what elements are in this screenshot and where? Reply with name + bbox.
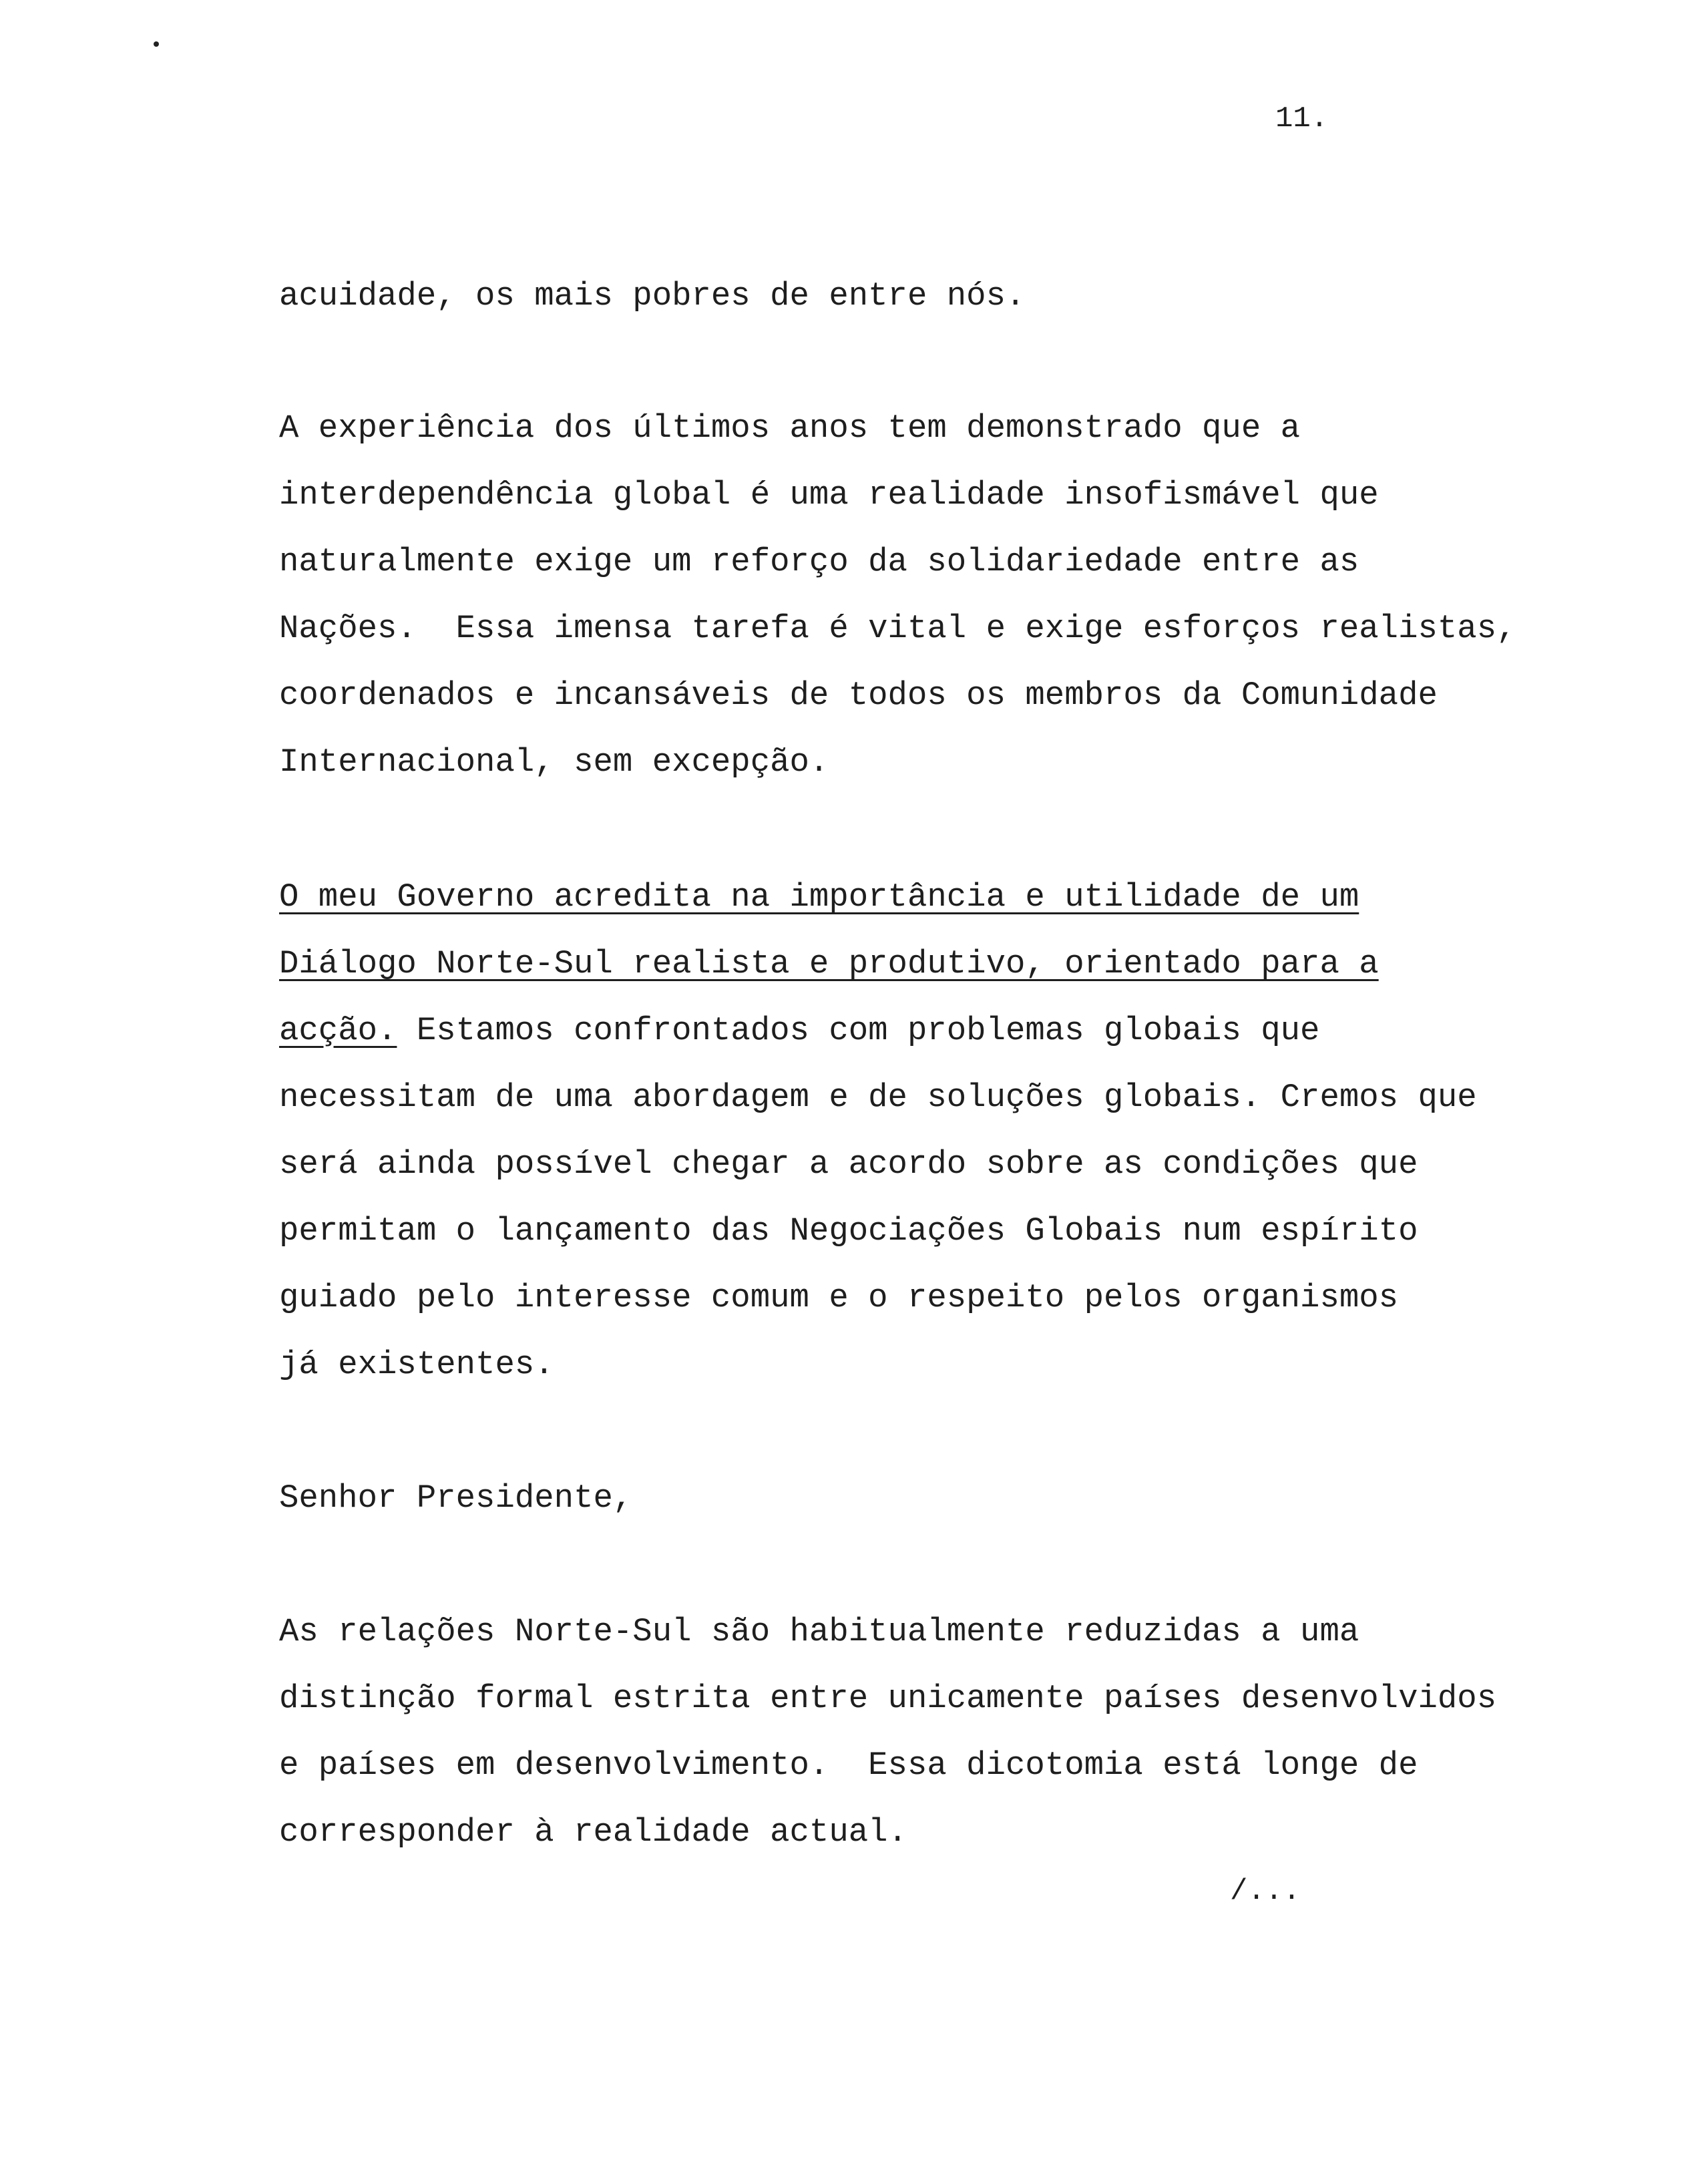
paragraph-3-line-4: necessitam de uma abordagem e de soluções globais. Cremos que <box>279 1079 1477 1116</box>
paragraph-5-line-1: As relações Norte-Sul são habitualmente reduzidas a uma <box>279 1613 1359 1650</box>
paragraph-5-line-3: e países em desenvolvimento. Essa dicotomia está longe de <box>279 1747 1418 1784</box>
scan-speck <box>154 41 159 47</box>
paragraph-3-line-8: já existentes. <box>279 1346 554 1383</box>
paragraph-3-line-3 <box>279 1007 1319 1054</box>
paragraph-2-line-3: naturalmente exige um reforço da solidariedade entre as <box>279 543 1359 580</box>
paragraph-1-line-1: acuidade, os mais pobres de entre nós. <box>279 277 1026 315</box>
paragraph-3-line-2: Diálogo Norte-Sul realista e produtivo, orientado para a <box>279 945 1379 982</box>
paragraph-5-line-4: corresponder à realidade actual. <box>279 1813 907 1851</box>
paragraph-2-line-1: A experiência dos últimos anos tem demonstrado que a <box>279 409 1301 447</box>
page-number: 11. <box>1275 102 1329 136</box>
salutation: Senhor Presidente, <box>279 1479 633 1517</box>
underlined-word: acção. <box>279 1012 397 1049</box>
paragraph-3-line-5: será ainda possível chegar a acordo sobre as condições que <box>279 1145 1418 1183</box>
paragraph-3-line-7: guiado pelo interesse comum e o respeito pelos organismos <box>279 1279 1399 1316</box>
paragraph-3-line-3-rest: Estamos confrontados com problemas globais que <box>397 1012 1320 1049</box>
paragraph-2-line-2: interdependência global é uma realidade insofismável que <box>279 476 1379 514</box>
paragraph-2-line-5: coordenados e incansáveis de todos os membros da Comunidade <box>279 677 1438 714</box>
paragraph-2-line-4: Nações. Essa imensa tarefa é vital e exige esforços realistas, <box>279 610 1516 647</box>
paragraph-3-line-6: permitam o lançamento das Negociações Globais num espírito <box>279 1212 1418 1250</box>
paragraph-3-line-1: O meu Governo acredita na importância e utilidade de um <box>279 878 1359 916</box>
paragraph-5-line-2: distinção formal estrita entre unicamente países desenvolvidos <box>279 1680 1497 1717</box>
paragraph-2-line-6: Internacional, sem excepção. <box>279 743 829 781</box>
continuation-mark: /... <box>1230 1875 1301 1908</box>
